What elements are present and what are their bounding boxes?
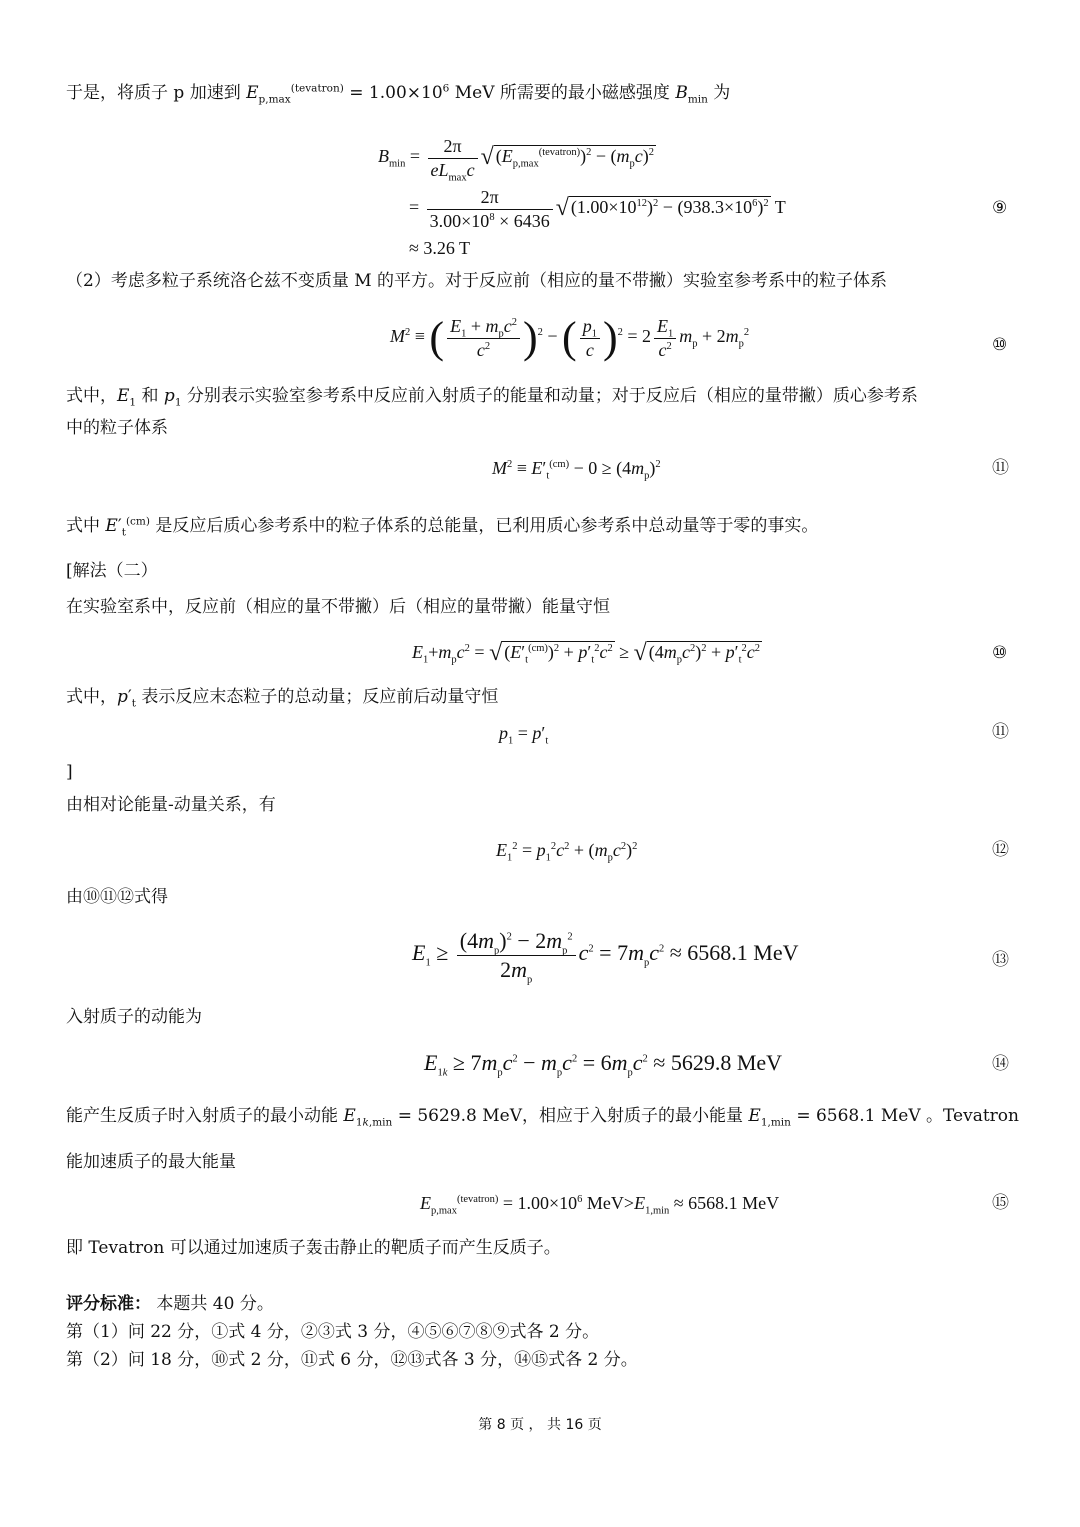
- text-line: 能产生反质子时入射质子的最小动能 $E_{1k,min} = 5629.8$ MeV，相应于入射质子的最小能量 $E_{1,min} = 6568.1$ MeV 。Tevatron: [66, 1106, 1019, 1129]
- equation-number: ⑩: [992, 335, 1008, 355]
- equation-10: $M^2$ ≡ ( $\frac{E_1 + m_pc^2}{c^2}$ )$^2$ − ( $\frac{p_1}{c}$ )$^2$ = 2 $\frac{E_1}{c^2}$ $m_p + 2m_p^2$: [390, 313, 750, 362]
- text-span: 是反应后质心参考系中的粒子体系的总能量，已利用质心参考系中总动量等于零的事实。: [149, 516, 819, 536]
- text-line: 入射质子的动能为: [66, 1007, 202, 1027]
- equation-number: ⑬: [992, 950, 1009, 970]
- text-span: = 1.00×10: [343, 83, 443, 103]
- text-span: 于是，将质子 p 加速到: [66, 83, 247, 103]
- scoring-header: [66, 1296, 274, 1313]
- equation-10b: $E_1+m_pc^2$ = √ $(E'_t^{(cm)})^2 + p'_t^2c^2$ ≥ √ $(4m_pc^2)^2 + p'_t^2c^2$: [412, 640, 761, 666]
- equation-number: ⑫: [992, 840, 1009, 860]
- text-span: 式中: [66, 516, 106, 536]
- equation-11: $M^2 \equiv E'_t^{(cm)} - 0 \ge (4m_p)^2$: [492, 458, 661, 482]
- text-span: ≈ 5629.8 MeV: [647, 1050, 783, 1075]
- text-span: = 5629.8 MeV，相应于入射质子的最小能量: [392, 1106, 749, 1126]
- scoring-total: 本题共 40 分。: [151, 1294, 274, 1314]
- equation-9-line-3: ≈ 3.26 T: [409, 238, 471, 258]
- scoring-line-1: 第（1）问 22 分，①式 4 分，②③式 3 分，④⑤⑥⑦⑧⑨式各 2 分。: [66, 1322, 600, 1342]
- text-span: 能产生反质子时入射质子的最小动能: [66, 1106, 344, 1126]
- equation-14: $E_{1k} \ge 7m_pc^2 - m_pc^2 = 6m_pc^2 \approx 5629.8$ MeV: [424, 1050, 783, 1079]
- text-span: 为: [707, 83, 731, 103]
- text-line: 式中，$E_1$ 和 $p_1$ 分别表示实验室参考系中反应前入射质子的能量和动量；对于反应后（相应的量带撇）质心参考系: [66, 386, 918, 409]
- text-line: 式中 $E'_t^{(cm)}$ 是反应后质心参考系中的粒子体系的总能量，已利用质心参考系中总动量等于零的事实。: [66, 515, 819, 539]
- equation-15: $E_{p,max}^{(tevatron)} = 1.00\times 10^6$ $MeV>E_{1,min} \approx 6568.1$ MeV: [420, 1193, 780, 1217]
- equation-9-line-1: $B_{min}$ = $\frac{2\pi}{eL_{max}c}$ √ $(E_{p,max}^{(tevatron)})^2 - (m_pc)^2$: [378, 136, 655, 184]
- text-line: 中的粒子体系: [66, 418, 168, 438]
- text-line: （2）考虑多粒子系统洛仑兹不变质量 M 的平方。对于反应前（相应的量不带撇）实验室参考系中的粒子体系: [66, 271, 888, 291]
- text-span: 式中，: [66, 386, 117, 406]
- text-line: 式中，$p'_t$ 表示反应末态粒子的总动量；反应前后动量守恒: [66, 687, 499, 710]
- equation-number: ⑪: [992, 722, 1009, 742]
- text-span: 表示反应末态粒子的总动量；反应前后动量守恒: [136, 687, 499, 707]
- text-span: MeV>: [582, 1193, 635, 1213]
- text-span: = 6568.1 MeV 。Tevatron: [790, 1106, 1019, 1126]
- text-line: [解法（二）: [66, 561, 158, 581]
- text-line: 由相对论能量-动量关系，有: [66, 795, 276, 815]
- text-span: ≈ 6568.1 MeV: [669, 1193, 780, 1213]
- text-span: 式中，: [66, 687, 117, 707]
- text-line: ]: [66, 762, 73, 782]
- equation-number: ⑭: [992, 1054, 1009, 1074]
- text-span: MeV 所需要的最小磁感强度: [449, 83, 676, 103]
- equation-number: ⑪: [992, 458, 1009, 478]
- equation-number: ⑮: [992, 1193, 1009, 1213]
- page-footer: 第 8 页 ， 共 16 页: [478, 1417, 602, 1433]
- text-span: 和: [136, 386, 164, 406]
- text-line: 在实验室系中，反应前（相应的量不带撇）后（相应的量带撇）能量守恒: [66, 597, 610, 617]
- text-line: 由⑩⑪⑫式得: [66, 887, 168, 907]
- text-line: 能加速质子的最大能量: [66, 1152, 236, 1172]
- text-span: 分别表示实验室参考系中反应前入射质子的能量和动量；对于反应后（相应的量带撇）质心参考系: [181, 386, 918, 406]
- text-span: ≈ 6568.1 MeV: [664, 940, 799, 966]
- text-line: 即 Tevatron 可以通过加速质子轰击静止的靶质子而产生反质子。: [66, 1238, 561, 1258]
- scoring-line-2: 第（2）问 18 分，⑩式 2 分，⑪式 6 分，⑫⑬式各 3 分，⑭⑮式各 2 分。: [66, 1350, 638, 1370]
- equation-number: ⑩: [992, 643, 1008, 663]
- scoring-label: 评分标准：: [66, 1294, 151, 1314]
- equation-number: ⑨: [992, 198, 1008, 218]
- text-span: 6: [442, 82, 450, 95]
- equation-9-line-2: = $\frac{2\pi}{3.00\times 10^8 \times 6436}$ √ $(1.00\times 10^{12})^2 - (938.3\times 10^6)^2$ T: [409, 187, 786, 231]
- text-span: 6: [577, 1194, 583, 1205]
- intro-line: 于是，将质子 p 加速到 $E_{p,max}^{(tevatron)} = 1.00\times 10^6$ MeV 所需要的最小磁感强度 $B_{min}$ 为: [66, 82, 731, 106]
- equation-12: $E_1^2 = p_1^2c^2 + (m_pc^2)^2$: [496, 840, 638, 864]
- equation-11b: $p_1 = p'_t$: [499, 723, 549, 747]
- text-span: = 1.00×10: [498, 1193, 578, 1213]
- equation-13: $E_1$ ≥ $\frac{(4m_p)^2 - 2m_p^2}{2m_p}$ $c^2 = 7m_pc^2 \approx 6568.1$ MeV: [412, 928, 799, 985]
